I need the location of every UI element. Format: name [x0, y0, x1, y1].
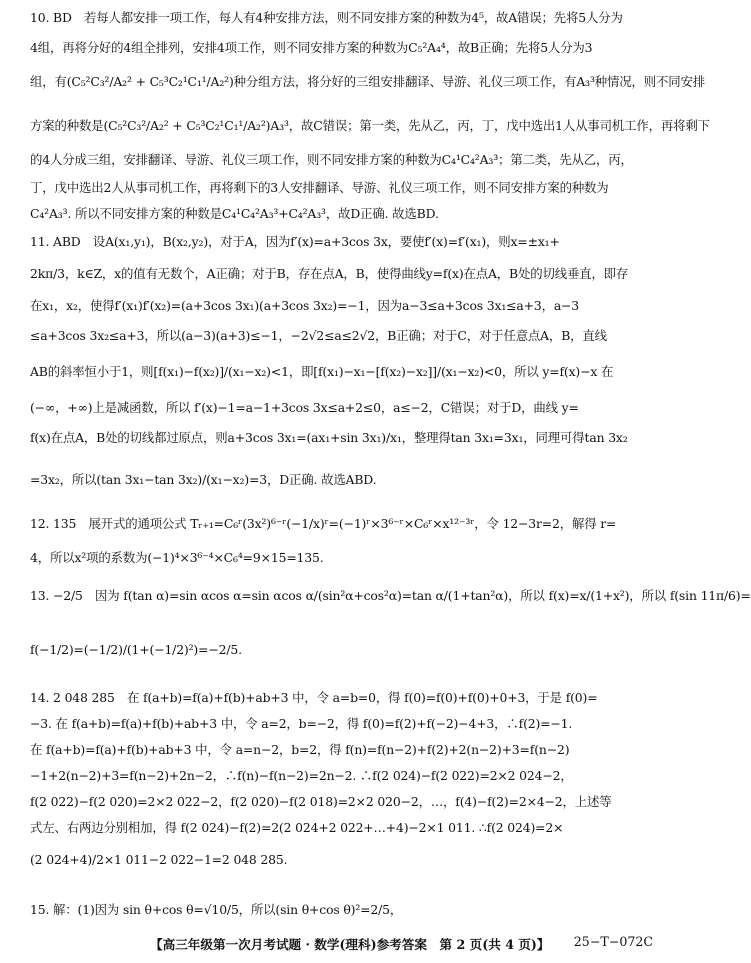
text-line: f(2 022)−f(2 020)=2×2 022−2，f(2 020)−f(2 018)=2×2 020−2，…，f(4)−f(2)=2×4−2，上述等	[30, 794, 612, 809]
text-line: C₄²A₃³. 所以不同安排方案的种数是C₄¹C₄²A₃³+C₄²A₃³，故D正确. 故选BD.	[30, 206, 439, 221]
text-line: 4组，再将分好的4组全排列，安排4项工作，则不同安排方案的种数为C₅²A₄⁴，故B正确；先将5人分为3	[30, 40, 593, 55]
text-line: (2 024+4)/2×1 011−2 022−1=2 048 285.	[30, 852, 288, 867]
text-line: 14. 2 048 285 在 f(a+b)=f(a)+f(b)+ab+3 中，令 a=b=0，得 f(0)=f(0)+f(0)+0+3，于是 f(0)=	[30, 690, 598, 705]
text-line: 11. ABD 设A(x₁,y₁)，B(x₂,y₂)，对于A，因为f′(x)=a+3cos 3x，要使f′(x)=f′(x₁)，则x=±x₁+	[30, 234, 560, 249]
text-line: f(x)在点A，B处的切线都过原点，则a+3cos 3x₁=(ax₁+sin 3x₁)/x₁，整理得tan 3x₁=3x₁，同理可得tan 3x₂	[30, 430, 628, 445]
text-line: =3x₂，所以(tan 3x₁−tan 3x₂)/(x₁−x₂)=3，D正确. 故选ABD.	[30, 472, 377, 487]
text-line: 4，所以x²项的系数为(−1)⁴×3⁶⁻⁴×C₆⁴=9×15=135.	[30, 550, 324, 565]
text-line: 在x₁，x₂，使得f′(x₁)f′(x₂)=(a+3cos 3x₁)(a+3cos 3x₂)=−1，因为a−3≤a+3cos 3x₁≤a+3，a−3	[30, 298, 580, 313]
text-line: −3. 在 f(a+b)=f(a)+f(b)+ab+3 中，令 a=2，b=−2，得 f(0)=f(2)+f(−2)−4+3，∴f(2)=−1.	[30, 716, 573, 731]
text-line: 10. BD 若每人都安排一项工作，每人有4种安排方法，则不同安排方案的种数为4⁵，故A错误；先将5人分为	[30, 10, 623, 25]
text-line: 15. 解：(1)因为 sin θ+cos θ=√10/5，所以(sin θ+cos θ)²=2/5，	[30, 902, 403, 917]
text-line: ≤a+3cos 3x₂≤a+3，所以(a−3)(a+3)≤−1，−2√2≤a≤2√2，B正确；对于C，对于任意点A，B，直线	[30, 328, 607, 343]
page-footer	[0, 934, 677, 954]
text-line: 2kπ/3，k∈Z，x的值有无数个，A正确；对于B，存在点A，B，使得曲线y=f(x)在点A，B处的切线垂直，即存	[30, 266, 629, 281]
footer-title: 【高三年级第一次月考试题 · 数学(理科)参考答案 第 2 页(共 4 页)】	[150, 937, 550, 952]
text-line: 的4人分成三组，安排翻译、导游、礼仪三项工作，则不同安排方案的种数为C₄¹C₄²A₃³；第二类，先从乙，丙，	[30, 152, 633, 167]
text-line: 丁，戊中选出2人从事司机工作，再将剩下的3人安排翻译、导游、礼仪三项工作，则不同安排方案的种数为	[30, 180, 609, 195]
text-line: f(−1/2)=(−1/2)/(1+(−1/2)²)=−2/5.	[30, 642, 242, 657]
text-line: 方案的种数是(C₅²C₃²/A₂² + C₅³C₂¹C₁¹/A₂²)A₃³，故C错误；第一类，先从乙，丙，丁，戊中选出1人从事司机工作，再将剩下	[30, 118, 710, 133]
text-line: 13. −2/5 因为 f(tan α)=sin αcos α=sin αcos α/(sin²α+cos²α)=tan α/(1+tan²α)，所以 f(x)=x/(1+x²)，所以 f(sin 11π/6)=	[30, 588, 751, 603]
text-line: 12. 135 展开式的通项公式 Tᵣ₊₁=C₆ʳ(3x²)⁶⁻ʳ(−1/x)ʳ=(−1)ʳ×3⁶⁻ʳ×C₆ʳ×x¹²⁻³ʳ，令 12−3r=2，解得 r=	[30, 516, 617, 531]
exam-code: 25−T−072C	[573, 934, 653, 949]
text-line: AB的斜率恒小于1，则[f(x₁)−f(x₂)]/(x₁−x₂)<1，即[f(x₁)−x₁−[f(x₂)−x₂]]/(x₁−x₂)<0，所以 y=f(x)−x 在	[30, 364, 614, 379]
text-line: 式左、右两边分别相加，得 f(2 024)−f(2)=2(2 024+2 022+…+4)−2×1 011. ∴f(2 024)=2×	[30, 820, 564, 835]
text-line: 在 f(a+b)=f(a)+f(b)+ab+3 中，令 a=n−2，b=2，得 f(n)=f(n−2)+f(2)+2(n−2)+3=f(n−2)	[30, 742, 570, 757]
text-line: 组，有(C₅²C₃²/A₂² + C₅³C₂¹C₁¹/A₂²)种分组方法，将分好的三组安排翻译、导游、礼仪三项工作，有A₃³种情况，则不同安排	[30, 74, 705, 89]
text-line: −1+2(n−2)+3=f(n−2)+2n−2，∴f(n)−f(n−2)=2n−2. ∴f(2 024)−f(2 022)=2×2 024−2，	[30, 768, 573, 783]
text-line: (−∞，+∞)上是减函数，所以 f′(x)−1=a−1+3cos 3x≤a+2≤0，a≤−2，C错误；对于D，曲线 y=	[30, 400, 579, 415]
